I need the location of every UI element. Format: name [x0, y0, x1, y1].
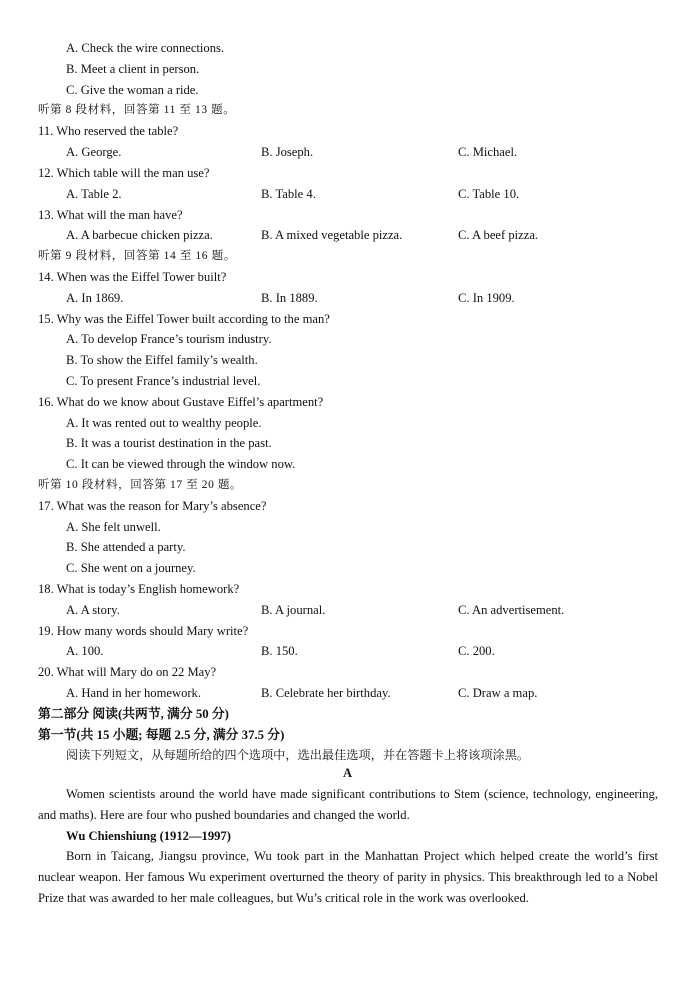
- option-10c: C. Give the woman a ride.: [66, 83, 199, 97]
- reading-instruction: 阅读下列短文，从每题所给的四个选项中，选出最佳选项，并在答题卡上将该项涂黑。: [66, 748, 530, 762]
- passage-body: [38, 846, 658, 908]
- passage-intro: [38, 784, 658, 826]
- listening-instruction-9: 听第 9 段材料，回答第 14 至 16 题。: [38, 250, 236, 262]
- option-15b: B. To show the Eiffel family’s wealth.: [66, 353, 258, 367]
- option-17c: C. She went on a journey.: [66, 561, 196, 575]
- option-16a: A. It was rented out to wealthy people.: [66, 416, 262, 430]
- option-17a: A. She felt unwell.: [66, 520, 161, 534]
- option-12b: B. Table 4.: [261, 187, 316, 201]
- option-20c: C. Draw a map.: [458, 686, 538, 700]
- option-16c: C. It can be viewed through the window now.: [66, 457, 296, 471]
- option-12c: C. Table 10.: [458, 187, 520, 201]
- option-14a: A. In 1869.: [66, 291, 124, 305]
- passage-label: A: [342, 766, 353, 780]
- passage-subhead: Wu Chienshiung (1912—1997): [66, 829, 231, 843]
- option-15a: A. To develop France’s tourism industry.: [66, 332, 272, 346]
- passage-intro-text: Women scientists around the world have made significant contributions to Stem (science, technology, engineering, and maths). Here are four who pushed boundaries and changed the world.: [38, 787, 658, 822]
- question-18: 18. What is today’s English homework?: [38, 582, 240, 596]
- question-17: 17. What was the reason for Mary’s absence?: [38, 499, 267, 513]
- option-18a: A. A story.: [66, 603, 120, 617]
- option-14b: B. In 1889.: [261, 291, 318, 305]
- option-11b: B. Joseph.: [261, 145, 314, 159]
- question-15: 15. Why was the Eiffel Tower built according to the man?: [38, 312, 330, 326]
- passage-body-text: Born in Taicang, Jiangsu province, Wu took part in the Manhattan Project which helped create the world’s first nuclear weapon. Her famous Wu experiment overturned the theory of parity in physics. This breakthrough led to a Nobel Prize that was awarded to her male colleagues, but Wu’s critical role in the work was overlooked.: [38, 849, 658, 905]
- option-19b: B. 150.: [261, 644, 298, 658]
- option-13c: C. A beef pizza.: [458, 228, 539, 242]
- question-20: 20. What will Mary do on 22 May?: [38, 665, 217, 679]
- listening-instruction-8: 听第 8 段材料，回答第 11 至 13 题。: [38, 104, 236, 116]
- option-18c: C. An advertisement.: [458, 603, 565, 617]
- option-13b: B. A mixed vegetable pizza.: [261, 228, 403, 242]
- part2-title: 第二部分 阅读(共两节, 满分 50 分): [38, 707, 229, 721]
- question-13: 13. What will the man have?: [38, 208, 183, 222]
- option-20a: A. Hand in her homework.: [66, 686, 202, 700]
- question-19: 19. How many words should Mary write?: [38, 624, 249, 638]
- option-16b: B. It was a tourist destination in the past.: [66, 436, 272, 450]
- option-13a: A. A barbecue chicken pizza.: [66, 228, 213, 242]
- question-16: 16. What do we know about Gustave Eiffel’s apartment?: [38, 395, 324, 409]
- option-17b: B. She attended a party.: [66, 540, 186, 554]
- question-14: 14. When was the Eiffel Tower built?: [38, 270, 227, 284]
- option-11c: C. Michael.: [458, 145, 518, 159]
- option-11a: A. George.: [66, 145, 122, 159]
- option-18b: B. A journal.: [261, 603, 326, 617]
- question-12: 12. Which table will the man use?: [38, 166, 210, 180]
- listening-instruction-10: 听第 10 段材料，回答第 17 至 20 题。: [38, 479, 243, 491]
- option-15c: C. To present France’s industrial level.: [66, 374, 261, 388]
- option-19c: C. 200.: [458, 644, 495, 658]
- option-12a: A. Table 2.: [66, 187, 122, 201]
- option-19a: A. 100.: [66, 644, 104, 658]
- option-20b: B. Celebrate her birthday.: [261, 686, 391, 700]
- question-11: 11. Who reserved the table?: [38, 124, 179, 138]
- option-14c: C. In 1909.: [458, 291, 515, 305]
- option-10b: B. Meet a client in person.: [66, 62, 200, 76]
- option-10a: A. Check the wire connections.: [66, 41, 225, 55]
- section1-title: 第一节(共 15 小题; 每题 2.5 分, 满分 37.5 分): [38, 728, 285, 742]
